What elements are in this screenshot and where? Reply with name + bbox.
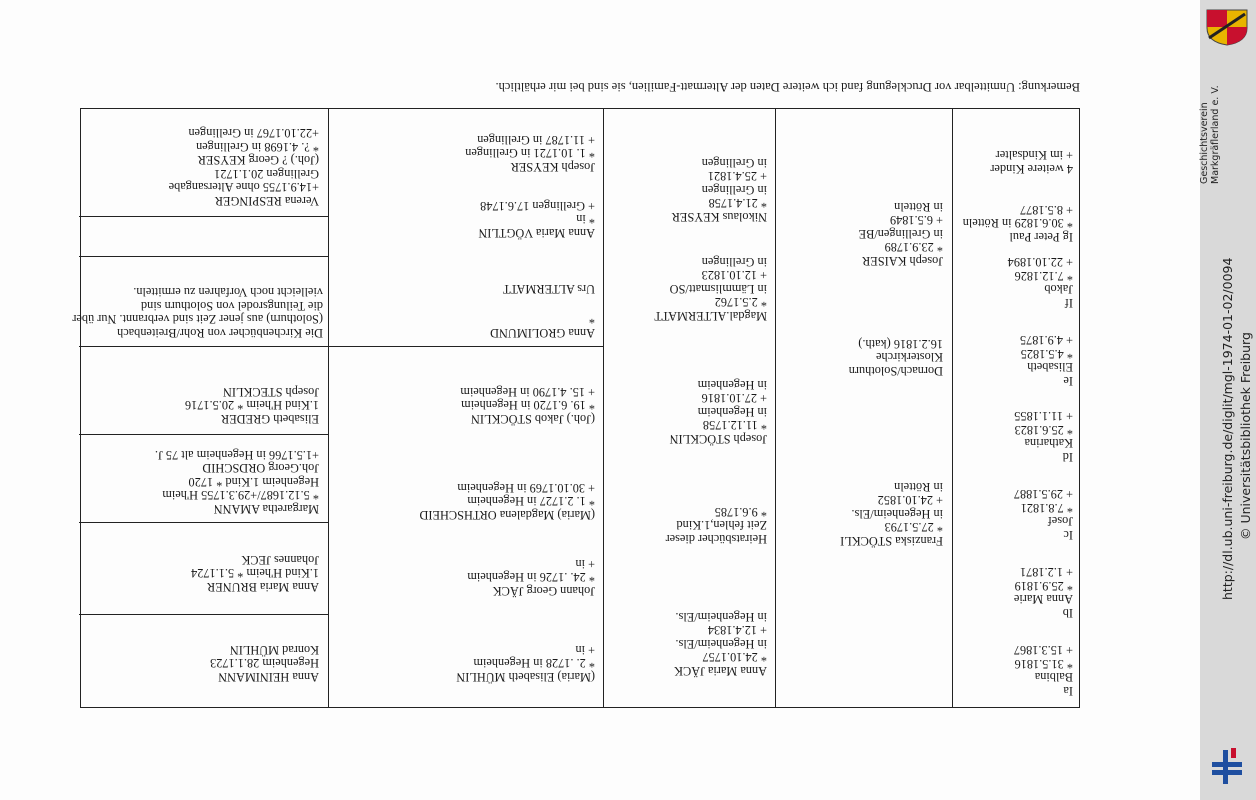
grandparent-keyser: Nikolaus KEYSER * 21.4.1758 in Grellingen + 25.4.1821 in Grellingen (671, 155, 767, 224)
gggp-amann: Margaretha AMANN * 5.12.1687/+29.3.1755 H'heim Hegenheim 1.Kind * 1720 Joh.Georg ORDSCHID +1.5.1766 in Hegenheim alt 75 J. (154, 447, 319, 516)
child-ig: Ig Peter Paul * 30.6.1829 in Rötteln + 8.5.1877 (962, 202, 1073, 244)
col-divider (775, 109, 776, 707)
row-divider (329, 346, 604, 347)
col-divider (603, 109, 604, 707)
row-divider (79, 256, 329, 257)
row-divider (79, 216, 329, 217)
grandparent-jaeck: Anna Maria JÄCK * 24.10.1757 in Hegenheim/Els. + 12.4.1834 in Hegenheim/Els. (674, 609, 767, 678)
remark-line: Bemerkung: Unmittelbar vor Drucklegung fand ich weitere Daten der Altermatt-Familien, sie sind bei mir erhältlich. (495, 80, 1080, 94)
gggp-respinger: Verena RESPINGER +14.9.1755 ohne Altersangabe Grellingen 20.1.1721 (Joh.) ? Georg KEYSER * ?. 4.1698 in Grellingen +22.10.1767 in Grellingen (168, 126, 319, 208)
row-divider (79, 614, 329, 615)
row-divider (79, 434, 329, 435)
grandparent-stoecklin-note: Heiratsbücher dieser Zeit fehlen,1.Kind * 9.6.1785 (665, 504, 767, 546)
col-divider (328, 109, 329, 707)
row-divider (79, 522, 329, 523)
gggp-gredler: Elisabeth GREDER 1.Kind H'heim * 20.5.1716 Joseph STECKLIN (184, 384, 319, 426)
coat-of-arms-icon (1205, 8, 1249, 46)
gggp-heinimann: Anna HEINIMANN Hegenheim 28.1.1723 Konrad MÜHLIN (210, 642, 319, 684)
grandparent-stoecklin: Joseph STÖCKLIN * 11.12.1758 in Hegenheim + 27.10.1816 in Hegenheim (669, 377, 767, 446)
grandparent-altermatt: Magdal.ALTERMATT * 2.5.1762 in Lämmlismatt/SO + 12.10.1823 in Grellingen (654, 254, 767, 323)
child-ic: Ic Josef * 7.8.1821 + 29.5.1887 (1013, 487, 1073, 542)
gggp-bruner: Anna Maria BRUNER 1.Kind H'heim * 5.1.1724 Johannes JECK (191, 552, 319, 594)
kirchenbuch-note: Die Kirchenbücher von Rohr/Breitenbach (Solothurn) aus jener Zeit sind verbrannt. Nur über die Teilungsrodel von Solothurn sind vielleicht noch Vorfahren zu ermitteln. (72, 285, 323, 340)
ggp-grolimund: Anna GROLIMUND * (490, 312, 595, 340)
archive-sidebar (1200, 0, 1256, 800)
ggp-keyser: Joseph KEYSER * 1. 10.1721 in Grellingen + 11.1787 in Grellingen (465, 132, 595, 174)
child-ie: Ie Elisabeth * 4.5.1825 + 4.9.1875 (1019, 333, 1073, 388)
society-line1: Geschichtsverein (1199, 102, 1210, 184)
child-more: 4 weitere Kinder + im Kindsalter (990, 148, 1073, 176)
ggp-urs: Urs ALTERMATT (502, 282, 595, 296)
row-divider (79, 346, 329, 347)
ggp-voegtlin: Anna Maria VÖGTLIN * in + Grellingen 17.6.1748 (478, 198, 595, 240)
col-divider (952, 109, 953, 707)
society-line2: Markgräflerland e. V. (1210, 85, 1221, 184)
parent-stoeckli: Franziska STÖCKLI * 27.5.1793 in Hegenheim/Els. + 24.10.1852 in Rötteln (840, 479, 943, 548)
rotated-genealogy-page (60, 80, 1080, 720)
ggp-jaeck: Johann Georg JÄCK * 24. .1726 in Hegenheim + in (467, 556, 595, 598)
child-if: If Jakob * 7.12.1826 + 22.10.1894 (1007, 255, 1073, 310)
parent-kaiser: Joseph KAISER * 23.9.1789 in Grellingen/BE + 6.5.1849 in Rötteln (858, 199, 943, 268)
child-id: Id Katharina * 25.6.1823 + 11.1.1855 (1014, 409, 1073, 464)
child-ib: Ib Anna Marie * 25.9.1819 + 1.2.1871 (1013, 565, 1073, 620)
ggp-muehlin: (Maria) Elisabeth MÜHLIN * 2. .1728 in Hegenheim + in (456, 642, 595, 684)
ggp-stoecklin: (Joh.) Jakob STÖCKLIN * 19. 6.1720 in Hegenheim + 15. 4.1790 in Hegenheim (460, 384, 595, 426)
university-library-logo-icon (1212, 748, 1242, 784)
ggp-orthscheid: (Maria) Magdalena ORTHSCHEID * 1. 2.1727 in Hegenheim + 30.10.1769 in Hegenheim (419, 480, 595, 522)
parent-marriage: Dornach/Solothurn Klosterkirche 16.2.1816 (kath.) (848, 336, 943, 378)
copyright-text: © Universitätsbibliothek Freiburg (1238, 332, 1253, 540)
source-url-text[interactable]: http://dl.ub.uni-freiburg.de/diglit/mgl-1974-01-02/0094 (1220, 257, 1235, 600)
child-ia: Ia Balbina * 31.5.1816 + 15.3.1867 (1013, 643, 1073, 698)
ancestor-table (72, 108, 1080, 708)
